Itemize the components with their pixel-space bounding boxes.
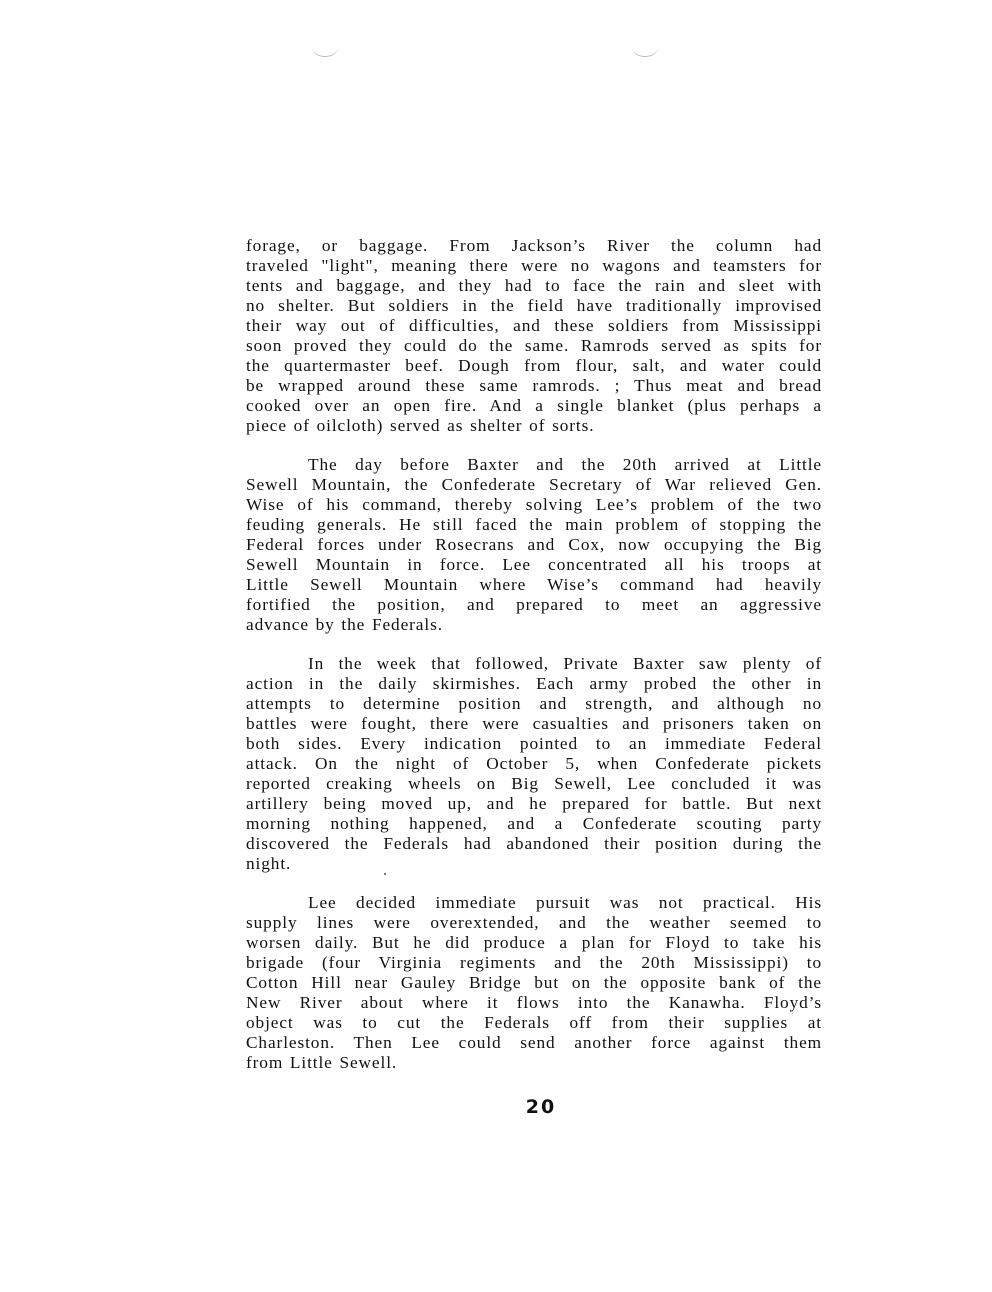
text-line: Little Sewell Mountain where Wise’s command had heavily — [246, 575, 822, 594]
text-line: fortified the position, and prepared to meet an aggressive — [246, 595, 822, 614]
text-line: Cotton Hill near Gauley Bridge but on the opposite bank of the — [246, 973, 822, 992]
text-line: from Little Sewell. — [246, 1053, 398, 1072]
text-line: no shelter. But soldiers in the field have traditionally improvised — [246, 296, 822, 315]
text-line: traveled "light", meaning there were no wagons and teamsters for — [246, 256, 822, 275]
text-line: action in the daily skirmishes. Each army probed the other in — [246, 674, 822, 693]
text-line: worsen daily. But he did produce a plan for Floyd to take his — [246, 933, 822, 952]
text-line: reported creaking wheels on Big Sewell, Lee concluded it was — [246, 774, 822, 793]
text-line: artillery being moved up, and he prepared for battle. But next — [246, 794, 822, 813]
paragraph-2 — [246, 455, 822, 635]
paragraph-4 — [246, 893, 822, 1073]
text-line: forage, or baggage. From Jackson’s River the column had — [246, 236, 822, 255]
paragraph-gap — [246, 436, 822, 455]
text-line: cooked over an open fire. And a single blanket (plus perhaps a — [246, 396, 822, 415]
text-line: supply lines were overextended, and the weather seemed to — [246, 913, 822, 932]
paragraph-3 — [246, 654, 822, 874]
text-line: morning nothing happened, and a Confederate scouting party — [246, 814, 822, 833]
paragraph-gap — [246, 874, 822, 893]
text-line: advance by the Federals. — [246, 615, 443, 634]
text-line: tents and baggage, and they had to face the rain and sleet with — [246, 276, 822, 295]
scan-speck — [384, 873, 386, 875]
text-line: attempts to determine position and strength, and although no — [246, 694, 822, 713]
text-line: soon proved they could do the same. Ramrods served as spits for — [246, 336, 822, 355]
text-line: Charleston. Then Lee could send another force against them — [246, 1033, 822, 1052]
text-line: discovered the Federals had abandoned their position during the — [246, 834, 822, 853]
text-line: Wise of his command, thereby solving Lee’s problem of the two — [246, 495, 822, 514]
text-line: be wrapped around these same ramrods. ; Thus meat and bread — [246, 376, 822, 395]
text-line: In the week that followed, Private Baxter saw plenty of — [308, 654, 822, 673]
text-line: New River about where it flows into the Kanawha. Floyd’s — [246, 993, 822, 1012]
text-line: piece of oilcloth) served as shelter of sorts. — [246, 416, 595, 435]
text-line: the quartermaster beef. Dough from flour, salt, and water could — [246, 356, 822, 375]
punch-hole-mark-left — [312, 38, 338, 57]
text-line: both sides. Every indication pointed to an immediate Federal — [246, 734, 822, 753]
text-line: attack. On the night of October 5, when Confederate pickets — [246, 754, 822, 773]
punch-hole-mark-right — [632, 38, 658, 57]
text-line: Sewell Mountain, the Confederate Secretary of War relieved Gen. — [246, 475, 822, 494]
text-line: Sewell Mountain in force. Lee concentrated all his troops at — [246, 555, 822, 574]
body-text — [246, 236, 822, 1073]
text-line: Federal forces under Rosecrans and Cox, now occupying the Big — [246, 535, 822, 554]
text-line: feuding generals. He still faced the main problem of stopping the — [246, 515, 822, 534]
text-line: object was to cut the Federals off from their supplies at — [246, 1013, 822, 1032]
paragraph-gap — [246, 635, 822, 654]
paragraph-1 — [246, 236, 822, 436]
text-line: their way out of difficulties, and these soldiers from Mississippi — [246, 316, 822, 335]
page-number: 20 — [525, 1096, 557, 1118]
text-line: Lee decided immediate pursuit was not practical. His — [308, 893, 822, 912]
text-line: battles were fought, there were casualties and prisoners taken on — [246, 714, 822, 733]
text-line: night. — [246, 854, 292, 873]
text-line: The day before Baxter and the 20th arrived at Little — [308, 455, 822, 474]
text-line: brigade (four Virginia regiments and the 20th Mississippi) to — [246, 953, 822, 972]
